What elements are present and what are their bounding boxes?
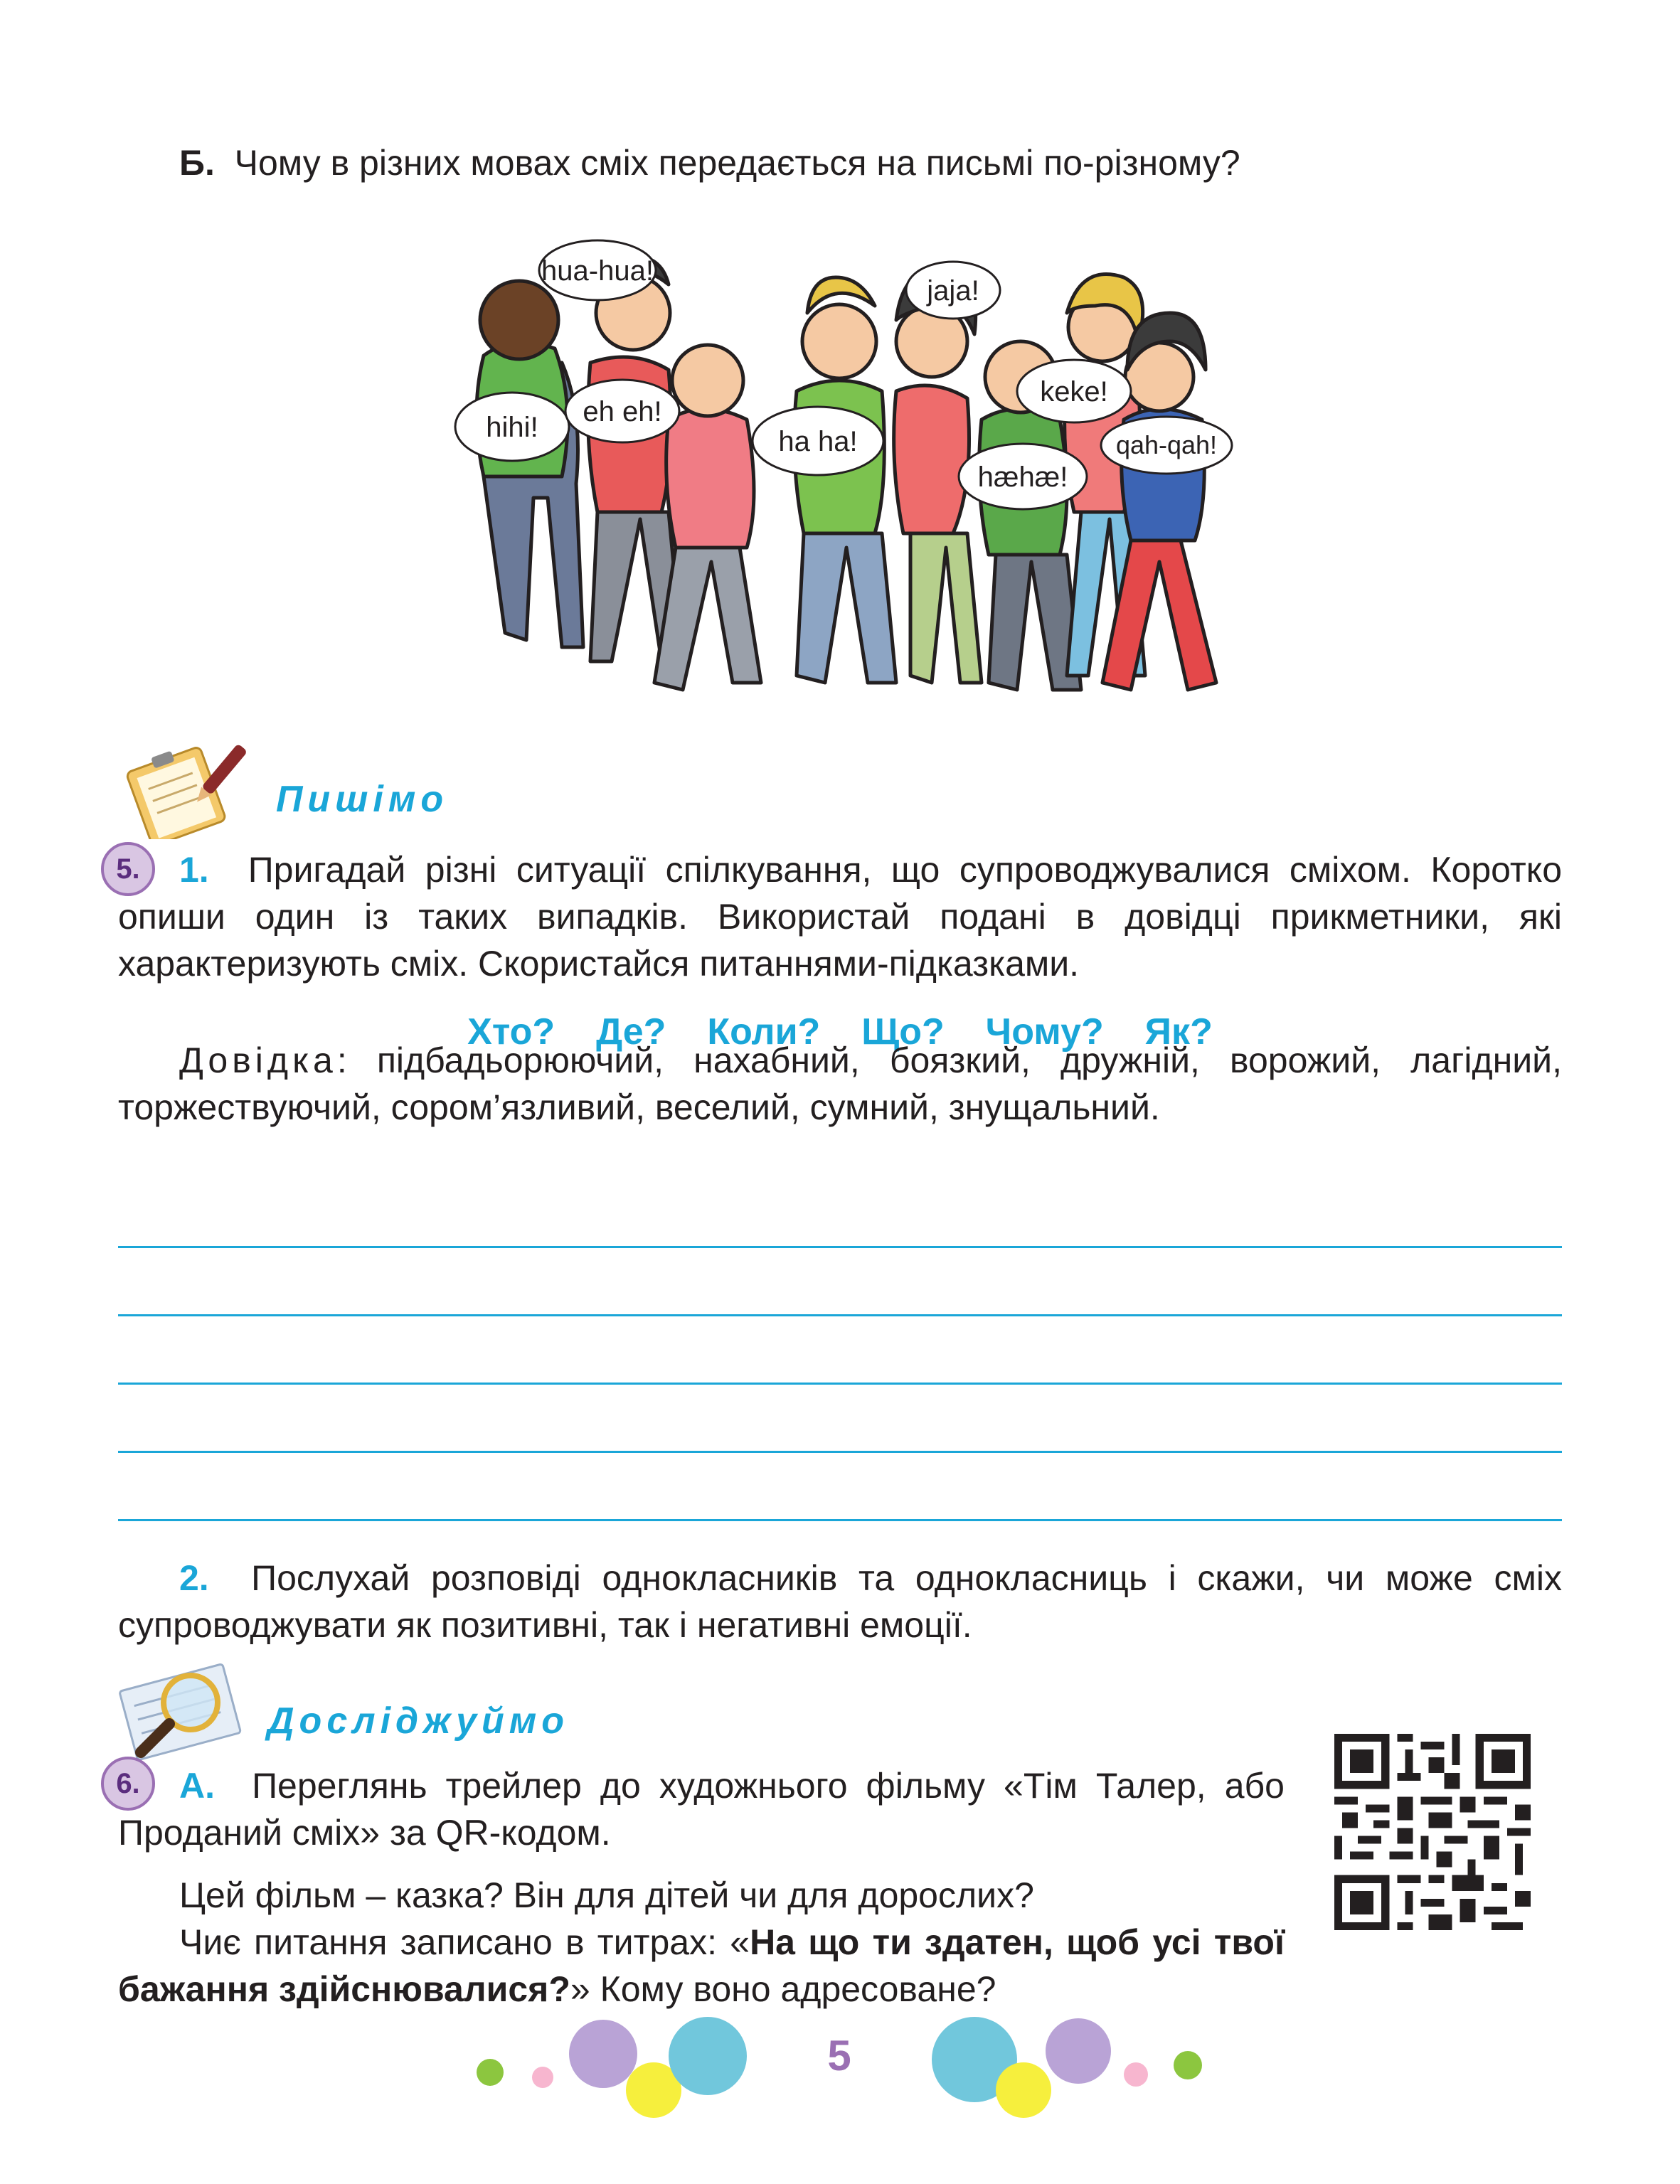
speech-bubble-text: hæhæ! [977, 462, 1068, 493]
task-number-badge: 5. [101, 842, 155, 896]
writing-line[interactable] [118, 1383, 1562, 1385]
speech-bubble-text: hua-hua! [541, 255, 654, 287]
reference-list [118, 1037, 1562, 1131]
hint-question: Що? [861, 1011, 945, 1053]
film-quote: На що ти здатен, щоб усі твої бажання здійснювалися? [118, 1922, 1285, 2009]
speech-bubble-text: ha ha! [778, 426, 858, 457]
hint-question: Чому? [985, 1011, 1104, 1053]
question-b-label: Б. [179, 143, 215, 183]
item-text: Пригадай різні ситуації спілкування, що супроводжувалися сміхом. Коротко опиши один із таких випадків. Використай подані в довідці прикметники, які характеризують сміх. Скористайся питаннями-підказками. [118, 850, 1563, 984]
part-a-label: А. [179, 1766, 215, 1806]
task-number-badge: 6. [101, 1757, 155, 1811]
hint-question: Де? [596, 1011, 666, 1053]
writing-line[interactable] [118, 1519, 1562, 1521]
speech-bubble-text: hihi! [486, 412, 538, 443]
clipboard-pen-icon [114, 733, 256, 839]
section-title-research: Досліджуймо [267, 1700, 570, 1742]
question-end: » Кому воно адресоване? [570, 1969, 996, 2009]
item-number: 1. [179, 850, 209, 890]
decor-dot [1124, 2062, 1148, 2087]
task-6-part-a [118, 1762, 1285, 1856]
section-title-writing: Пишімо [276, 779, 449, 820]
writing-line[interactable] [118, 1246, 1562, 1248]
reference-label: Довідка [179, 1040, 337, 1080]
hint-question: Хто? [467, 1011, 555, 1053]
question-b-text: Чому в різних мовах сміх передається на письмі по-різному? [234, 143, 1240, 183]
laughing-people-illustration [441, 235, 1238, 711]
speech-bubble-text: keke! [1040, 376, 1108, 407]
decor-dot [1046, 2018, 1111, 2084]
item-number: 2. [179, 1558, 209, 1598]
task-6-question-1: Цей фільм – казка? Він для дітей чи для дорослих? [179, 1875, 1034, 1915]
hint-question: Коли? [707, 1011, 821, 1053]
speech-bubble-text: qah-qah! [1115, 430, 1218, 459]
speech-bubble-text: eh eh! [583, 396, 662, 427]
qr-code[interactable] [1334, 1734, 1531, 1930]
magnifier-icon [112, 1661, 255, 1761]
decor-dot [996, 2062, 1051, 2118]
page-number: 5 [827, 2032, 851, 2079]
decor-dot [669, 2017, 747, 2095]
speech-bubble-text: jaja! [927, 275, 979, 307]
decor-dot [532, 2067, 553, 2088]
reference-text: : підбадьорюючий, нахабний, боязкий, дружній, ворожий, лагідний, торжествуючий, сором’язливий, веселий, сумний, знущальний. [118, 1040, 1562, 1127]
decor-dot [1174, 2051, 1202, 2079]
decor-dot [569, 2020, 637, 2088]
writing-line[interactable] [118, 1451, 1562, 1453]
decor-dot [477, 2059, 504, 2086]
part-a-text: Переглянь трейлер до художнього фільму «Тім Талер, або Проданий сміх» за QR-кодом. [118, 1766, 1285, 1853]
task-5-item-1 [118, 846, 1562, 987]
question-b [118, 139, 1562, 186]
item-text: Послухай розповіді однокласників та однокласниць і скажи, чи може сміх супроводжувати як позитивні, так і негативні емоції. [118, 1558, 1562, 1645]
hint-question: Як? [1144, 1011, 1213, 1053]
task-6-question-2 [118, 1919, 1285, 2013]
question-start: Чиє питання записано в титрах: « [179, 1922, 750, 1962]
writing-line[interactable] [118, 1314, 1562, 1316]
task-5-item-2 [118, 1555, 1562, 1648]
